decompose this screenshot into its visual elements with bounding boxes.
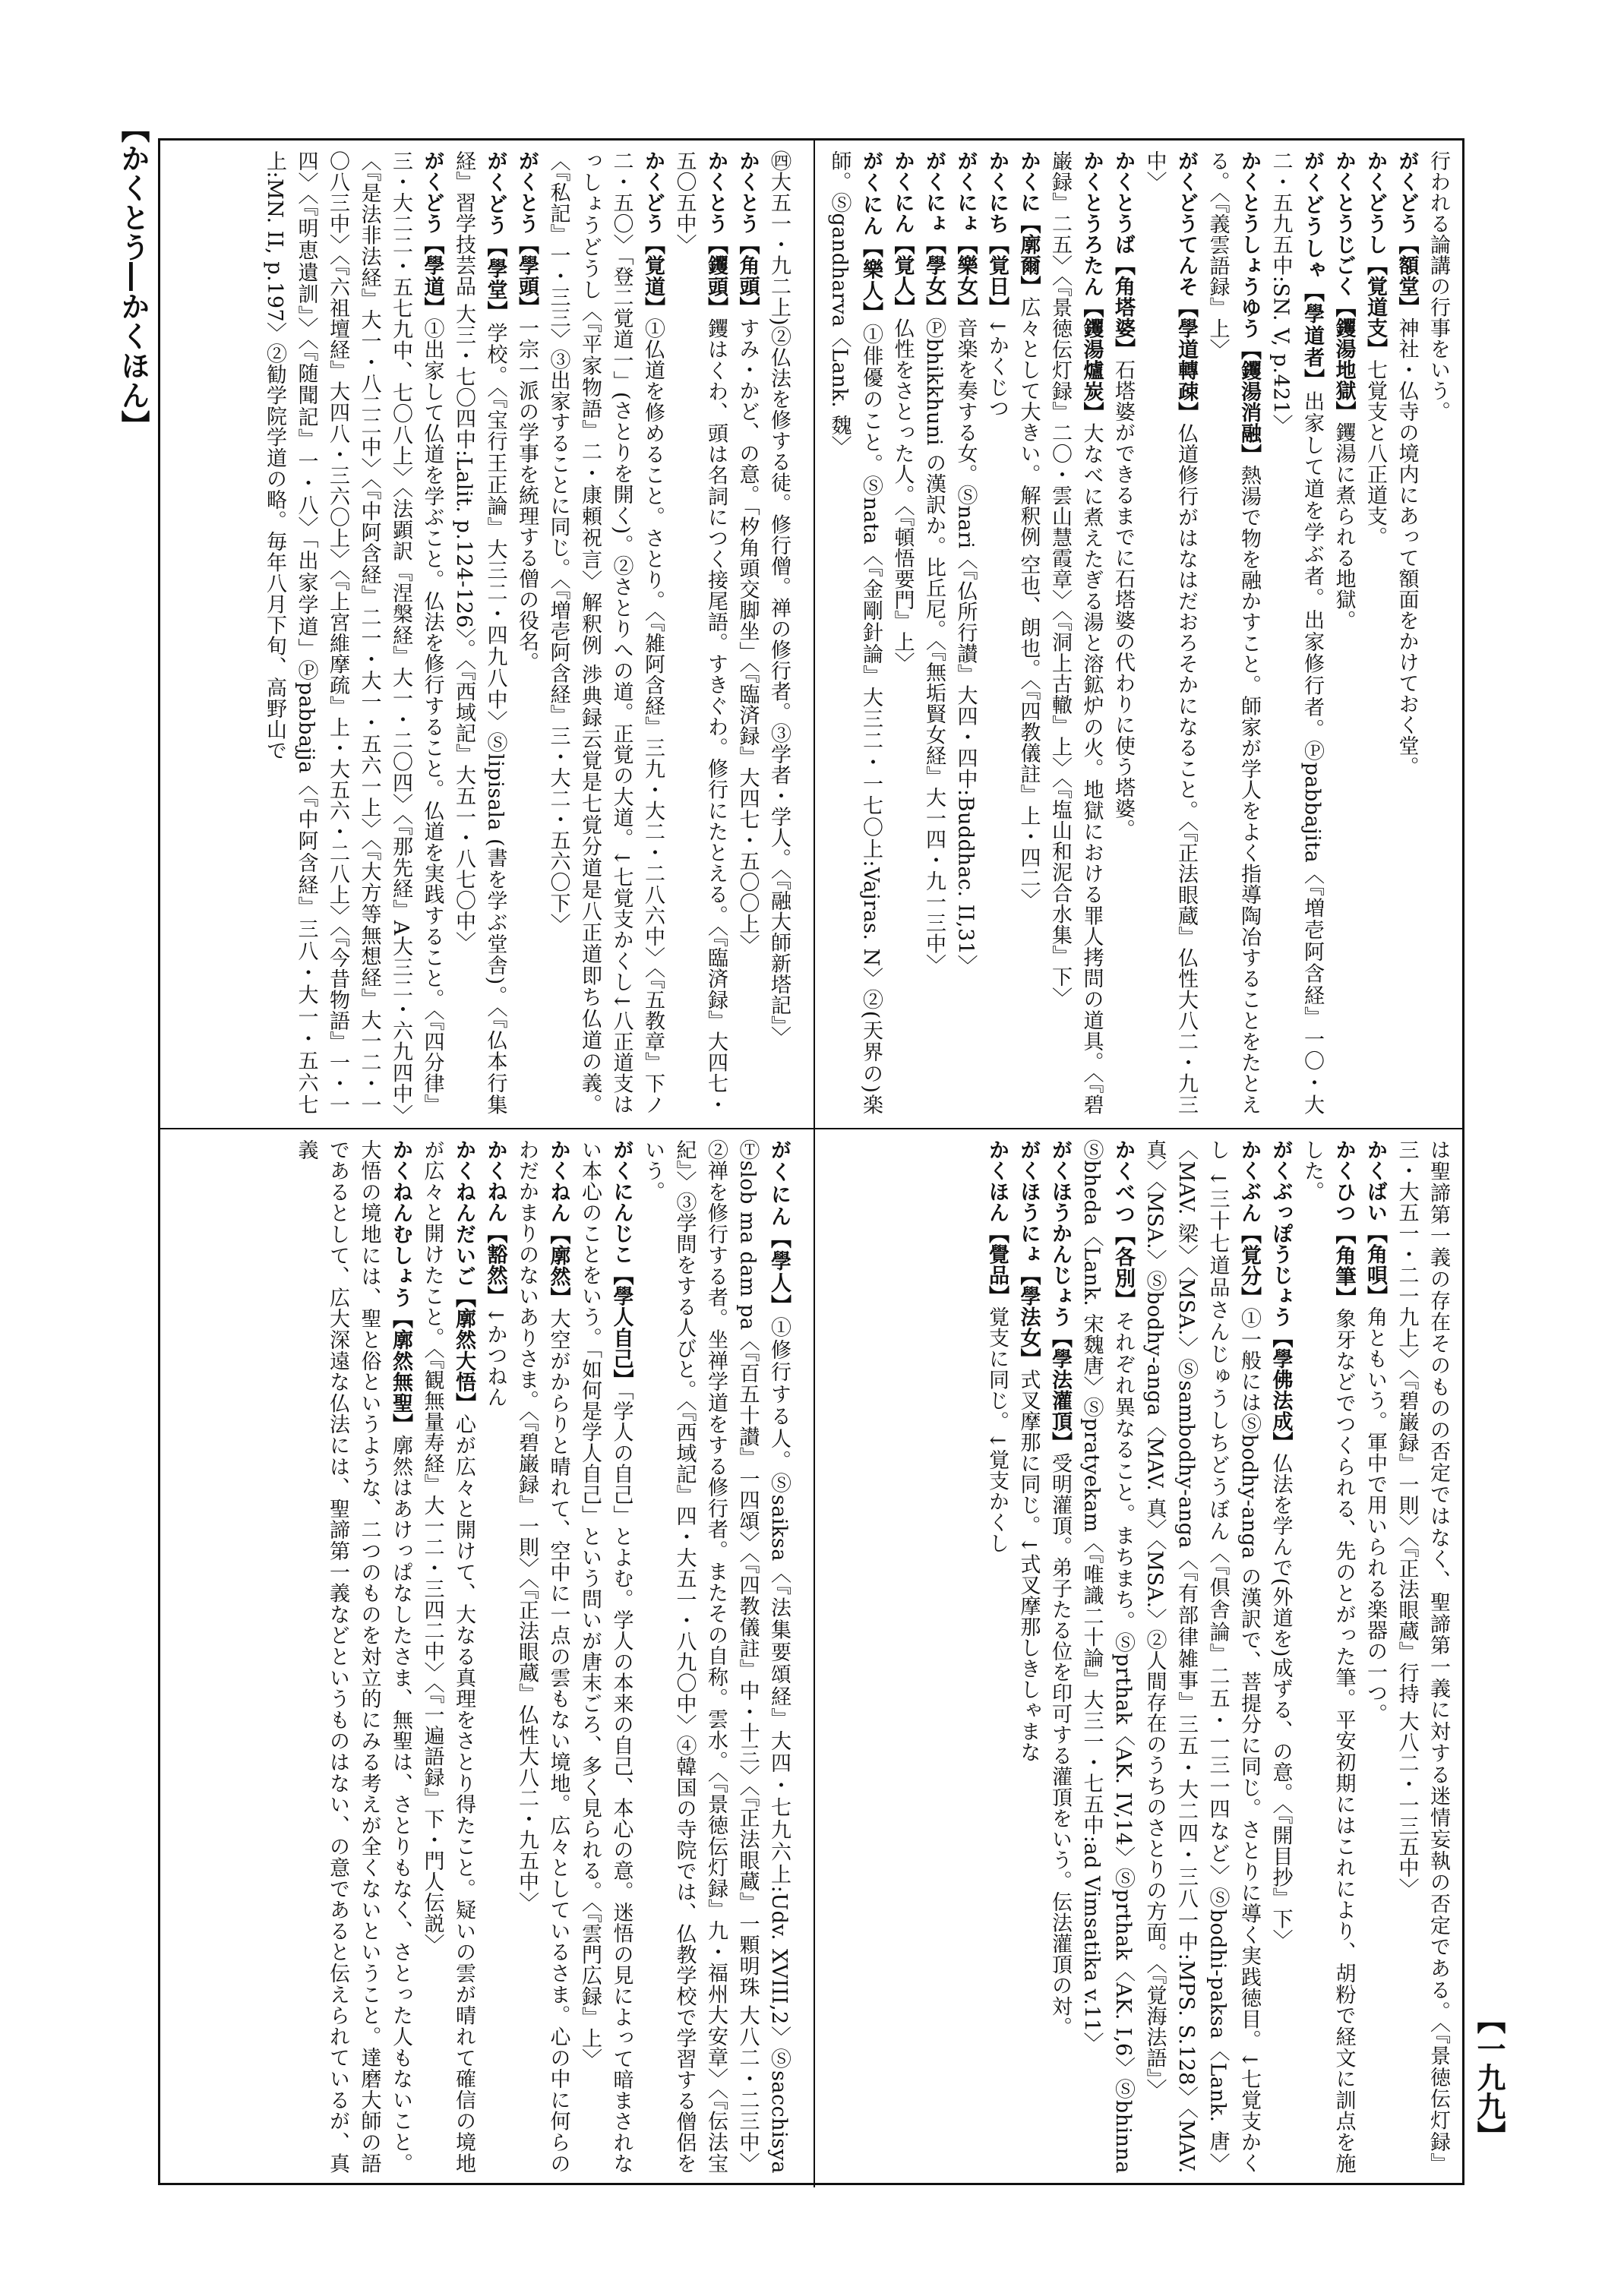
- dictionary-entry: [1080, 1139, 1136, 2174]
- dictionary-entry: [1048, 1139, 1072, 2038]
- entry-body: すみ・かど、の意。「𣏐角頭交脚坐」〈『臨済録』大四七・五〇〇上〉: [735, 317, 760, 955]
- dictionary-entry: [891, 150, 915, 673]
- dictionary-entry: [767, 150, 791, 1047]
- entry-headword: かくばい【角唄】: [1363, 1139, 1387, 1306]
- dictionary-entry: [484, 1139, 507, 1407]
- entry-body: 仏法を学んで(外道を)成ずる、の意。〈『開目抄』下〉: [1269, 1452, 1293, 1950]
- entry-headword: かくねんむしょう【廓然無聖】: [389, 1139, 412, 1435]
- entry-headword: がくにょ【樂女】: [953, 150, 978, 317]
- dictionary-entry: [1269, 1139, 1293, 1950]
- entry-body: ①俳優のこと。Ⓢnata〈『金剛針論』大三二・一七〇上:Vajras. N〉②(天界の)楽師。Ⓢgandharva〈Lank. 魏〉: [827, 150, 883, 1115]
- entry-body: ①仏道を修めること。さとり。〈『雑阿含経』三九・大二・二八六中〉〈『五教章』下ノ二・五〇〉「登二覚道一」(さとりを開く)。②さとりへの道。正覚の大道。↓七覚支かくし↓八正道支はっしょうどうし〈『平家物語』二・康頼祝言〉解釈例 渉典録云覚是七覚分道是八正道即ち仏道の義。〈『私記』一・三三〉③出家することに同じ。〈『増壱阿含経』三・大二・五六〇下〉: [546, 150, 665, 1115]
- vertical-divider-top: [814, 141, 815, 1128]
- entry-body: Ⓟbhikkhuni の漢訳か。比丘尼。〈『無垢賢女経』大一四・九一三中〉: [922, 317, 946, 975]
- dictionary-entry: [1017, 1139, 1041, 1763]
- entry-body: 「学人の自己」とよむ。学人の本来の自己、本心の意。迷悟の見によって暗まされない本心のことをいう。「如何是学人自己」という問いが唐末ごろ、多く見られる。〈『雲門広録』上〉: [578, 1139, 633, 2174]
- entry-headword: かくほん【覺品】: [985, 1139, 1009, 1306]
- dictionary-entry: [922, 150, 946, 975]
- dictionary-entry: [673, 150, 728, 1115]
- entry-body: 大なべに煮えたぎる湯と溶鉱炉の火。地獄における罪人拷問の道具。〈『碧巌録』二五〉〈『景徳伝灯録』二〇・雲山慧霞章〉〈『洞上古轍』上〉〈『塩山和泥合水集』下〉: [1048, 150, 1104, 1115]
- panel-bottom-right: [822, 1139, 1454, 2174]
- entry-body: 広々として大きい。解釈例 空也、朗也。〈『四教儀註』上・四二〉: [1016, 296, 1041, 910]
- entry-body: 七覚支と八正道支。: [1363, 359, 1387, 548]
- entry-body: 行われる論講の行事をいう。: [1427, 150, 1450, 422]
- dictionary-entry: [263, 150, 444, 1115]
- dictionary-entry: [985, 150, 1009, 418]
- entry-body: 一宗一派の学事を統理する僧の役名。: [515, 317, 539, 673]
- entry-headword: がくにょ【學女】: [922, 150, 946, 317]
- entry-headword: かくどう【覚道】: [641, 150, 665, 318]
- entry-headword: がくにんじこ【學人自己】: [609, 1139, 633, 1391]
- dictionary-entry: [1269, 150, 1325, 1115]
- dictionary-entry: [295, 1139, 413, 2174]
- vertical-divider-bottom: [814, 1128, 815, 2187]
- entry-headword: かくとうろたん【钁湯爐炭】: [1079, 150, 1104, 423]
- entry-body: 神社・仏寺の境内にあって額面をかけておく堂。: [1395, 317, 1419, 777]
- entry-body: ㊃大五一・九二上)②仏法を修する徒。修行僧。禅の修行者。③学者・学人。〈『融大師新塔記』〉: [767, 150, 791, 1047]
- dictionary-entry: [1332, 150, 1356, 631]
- dictionary-entry: [1363, 150, 1387, 548]
- entry-headword: がくどうしゃ【學道者】: [1300, 150, 1324, 391]
- dictionary-entry: [641, 1139, 791, 2174]
- entry-headword: がくどう【額堂】: [1395, 150, 1419, 317]
- panel-top-left: [169, 150, 795, 1115]
- dictionary-entry: [547, 150, 665, 1115]
- entry-headword: かくひつ【角筆】: [1332, 1139, 1356, 1309]
- entry-body: 仏道修行がはなはだおろそかになること。〈『正法眼蔵』仏性大八二・九三中〉: [1142, 150, 1198, 1115]
- dictionary-entry: [515, 150, 539, 673]
- page-number: 【一九九】: [1472, 2005, 1506, 2149]
- entry-headword: かくに【廓爾】: [1016, 150, 1041, 297]
- dictionary-entry: [1206, 150, 1262, 1115]
- entry-body: 石塔婆ができるまでに石塔婆の代わりに使う塔婆。: [1111, 359, 1135, 840]
- dictionary-entry: [1395, 1139, 1451, 2174]
- dictionary-entry: [1427, 150, 1450, 422]
- entry-headword: かくねんだいご【廓然大悟】: [452, 1139, 476, 1414]
- entry-body: 廓然はあけっぱなしたさま、無聖は、さとりもなく、さとった人もないこと。大悟の境地には、聖と俗というような、二つのものを対立的にみる考えが全くないということ。達磨大師の語であるとして、広大深遠な仏法には、聖諦第一義などというものはない、の意であると伝えられているが、真義: [294, 1139, 412, 2174]
- entry-body: 覚支に同じ。↓覚支かくし: [985, 1306, 1009, 1554]
- entry-body: 仏性をさとった人。〈『頓悟要門』上〉: [890, 317, 915, 673]
- dictionary-entry: [421, 1139, 476, 2174]
- dictionary-entry: [1395, 150, 1419, 777]
- dictionary-entry: [1048, 150, 1104, 1115]
- entry-body: 钁湯に煮られる地獄。: [1332, 422, 1356, 631]
- entry-headword: かくねん【豁然】: [483, 1139, 507, 1306]
- entry-body: 受明灌頂。弟子たる位を印可する灌頂をいう。伝法灌頂の対。: [1048, 1452, 1072, 2038]
- panel-top-right: [822, 150, 1454, 1115]
- dictionary-entry: [1111, 150, 1135, 840]
- dictionary-entry: [736, 150, 760, 955]
- entry-headword: がくにん【樂人】: [859, 150, 883, 324]
- entry-body: は聖諦第一義の存在そのものの否定ではなく、聖諦第一義に対する迷情妄執の否定である。〈『景徳伝灯録』三・大五一・二一九上〉〈『碧巌録』一則〉〈『正法眼蔵』行持 大八二・一三五中〉: [1395, 1139, 1450, 2174]
- entry-headword: がくどうてんそ【學道轉疎】: [1174, 150, 1198, 423]
- dictionary-entry: [1363, 1139, 1387, 1724]
- entry-headword: かくとうじごく【钁湯地獄】: [1332, 150, 1356, 422]
- entry-headword: かくとうば【角塔婆】: [1111, 150, 1135, 359]
- entry-body: それぞれ異なること。まちまち。Ⓢprthak〈AK. IV,14〉Ⓢprthak〈AK. I,6〉Ⓢbhinna Ⓢbheda〈Lank. 宋魏唐〉Ⓢpratyekam〈『唯識二十論』大三一・七五中:ad Vimsatika v.11〉: [1079, 1139, 1135, 2174]
- entry-body: 象牙などでつくられる、先のとがった筆。平安初期にはこれにより、胡粉で経文に訓点を施した。: [1300, 1139, 1356, 2174]
- dictionary-entry: [452, 150, 507, 1115]
- entry-body: 音楽を奏する女。Ⓢnari〈『仏所行讃』大四・四中:Buddhac. II,31〉: [953, 317, 978, 976]
- entry-headword: かくとう【角頭】: [735, 150, 760, 317]
- entry-headword: がくほうかんじょう【學法灌頂】: [1048, 1139, 1072, 1453]
- entry-body: 式叉摩那に同じ。↓式叉摩那しきしゃまな: [1016, 1369, 1041, 1763]
- entry-body: 出家して道を学ぶ者。出家修行者。Ⓟpabbajita〈『増壱阿含経』一〇・大二・五九五中:SN. V, p.421〉: [1269, 150, 1324, 1115]
- running-head: 【かくとう―かくほん】: [116, 114, 150, 440]
- dictionary-entry: [954, 150, 978, 976]
- entry-body: ↓かつねん: [483, 1306, 507, 1408]
- entry-headword: かくねん【廓然】: [546, 1139, 570, 1309]
- panel-bottom-left: [169, 1139, 795, 2174]
- entry-headword: かくどうし【覚道支】: [1363, 150, 1387, 359]
- entry-body: 熱湯で物を融かすこと。師家が学人をよく指導陶冶することをたとえる。〈『義雲語録』上〉: [1205, 150, 1261, 1115]
- dictionary-entry: [515, 1139, 570, 2174]
- entry-body: 钁はくわ、頭は名詞につく接尾語。すきぐわ。修行にたとえる。〈『臨済録』大四七・五〇五中〉: [672, 150, 728, 1115]
- entry-headword: かくとう【钁頭】: [704, 150, 728, 318]
- entry-body: 心が広々と開けて、大なる真理をさとり得たこと。疑いの雲が晴れて確信の境地が広々と開けたこと。〈『観無量寿経』大一二・三四二中〉〈『一遍語録』下・門人伝説〉: [420, 1139, 476, 2174]
- dictionary-entry: [578, 1139, 633, 2174]
- entry-body: ↓かくじつ: [985, 317, 1009, 419]
- entry-body: ①修行する人。Ⓢsaiksa〈『法集要頌経』大四・七九六上:Udv. XVIII,2〉Ⓢsacchisya Ⓣslob ma dam pa〈『百五十讃』一四頌〉〈『四教儀註』中・十三〉〈『正法眼蔵』一顆明珠 大八二・二三中〉②禅を修行する者。坐禅学道をする修行者。またその自称。雲水。〈『景徳伝灯録』九・福州大安章〉〈『伝法宝紀』〉③学問をする人びと。〈『西域記』四・大五一・八九〇中〉④韓国の寺院では、仏教学校で学習する僧侶をいう。: [641, 1139, 791, 2174]
- horizontal-divider: [160, 1128, 1462, 1129]
- entry-headword: かくにん【覚人】: [890, 150, 915, 317]
- entry-headword: がくほうにょ【學法女】: [1016, 1139, 1041, 1369]
- entry-headword: かくとうしょうゆう【钁湯消融】: [1237, 150, 1261, 466]
- dictionary-entry: [1017, 150, 1041, 910]
- dictionary-entry: [1300, 1139, 1356, 2174]
- entry-body: 学校。〈『宝行王正論』大三二・四九八中〉Ⓢlipisala (書を学ぶ堂舎)。〈『仏本行集経』習学技芸品 大三・七〇四中:Lalit. p.124-126〉。〈『西域記』大五一・八七〇中〉: [452, 150, 507, 1115]
- entry-headword: がくにん【學人】: [767, 1139, 791, 1317]
- entry-headword: がくどう【學堂】: [483, 150, 507, 323]
- dictionary-entry: [1143, 1139, 1262, 2174]
- dictionary-entry: [1143, 150, 1199, 1115]
- dictionary-entry: [828, 150, 883, 1115]
- entry-headword: がくとう【學頭】: [515, 150, 539, 317]
- entry-body: ①出家して仏道を学ぶこと。仏法を修行すること。仏道を実践すること。〈『四分律』三・大二二・五七九中、七〇八上〉〈法顕訳『涅槃経』大一・二〇四〉〈『那先経』A大三二・六九四中〉〈『是法非法経』大一・八二二中〉〈『中阿含経』二一・大一・五六一上〉〈『大方等無想経』大一二・一〇八三中〉〈『六祖壇経』大四八・三六〇上〉〈『上宮維摩疏』上・大五六・二八上〉〈『今昔物語』一・一四〉〈『明恵遺訓』〉〈『随聞記』一・八〉「出家学道」Ⓟpabbajja〈『中阿含経』三八・大一・五六七上:MN. II, p.197〉②勧学院学道の略。毎年八月下旬、高野山で: [263, 150, 444, 1115]
- entry-headword: がくどう【學道】: [420, 150, 444, 318]
- entry-body: 角ともいう。軍中で用いられる楽器の一つ。: [1363, 1306, 1387, 1724]
- entry-body: ①一般にはⓈbodhy-anga の漢訳で、菩提分に同じ。さとりに導く実践徳目。↓七覚支かくし ↓三十七道品さんじゅうしちどうぼん〈『倶舎論』二五・一三一四など〉Ⓢbodhi-paksa〈Lank. 唐〉〈MAV. 梁〉〈MSA.〉Ⓢsambodhy-anga〈『有部律雑事』三五・大二四・三八一中:MPS. S.128〉〈MAV. 真〉〈MSA.〉Ⓢbodhy-anga〈MAV. 真〉〈MSA.〉②人間存在のうちのさとりの方面。〈『覚海法語』〉: [1142, 1139, 1261, 2174]
- entry-headword: かくぶん【覚分】: [1237, 1139, 1261, 1308]
- entry-headword: がくぶっぽうじょう【學佛法成】: [1269, 1139, 1293, 1453]
- entry-body: 大空がからりと晴れて、空中に一点の雲もない境地。広々としているさま。心の中に何らのわだかまりのないありさま。〈『碧巌録』一則〉〈『正法眼蔵』仏性大八二・九五中〉: [515, 1139, 570, 2174]
- entry-headword: かくにち【覚日】: [985, 150, 1009, 317]
- entry-headword: かくべつ【各別】: [1111, 1139, 1135, 1311]
- dictionary-entry: [985, 1139, 1009, 1554]
